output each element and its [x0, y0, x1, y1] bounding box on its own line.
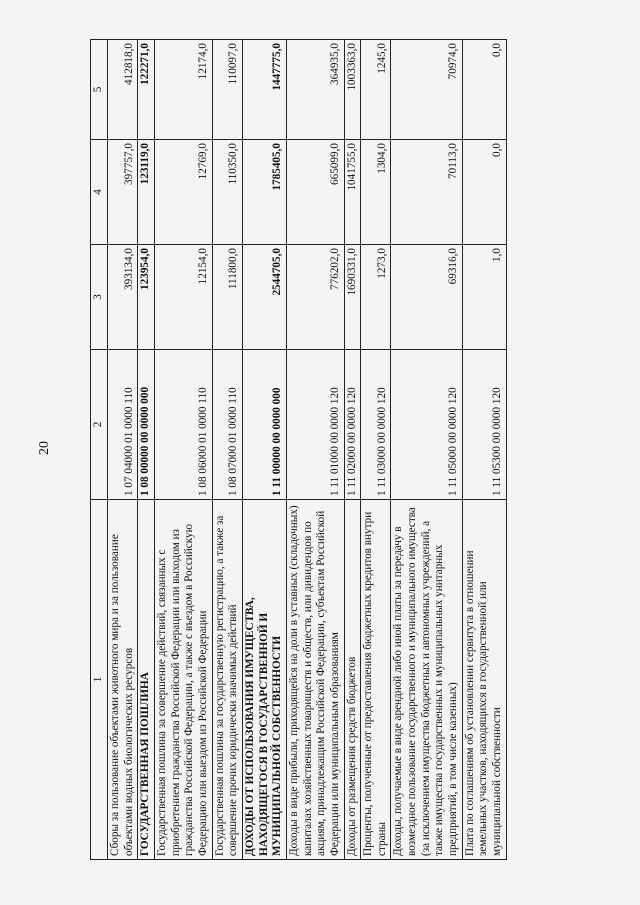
- row-value-col3: 1690331,0: [344, 245, 361, 350]
- row-value-col3: 1273,0: [361, 245, 391, 350]
- table-body: [108, 40, 507, 860]
- table-row: [108, 40, 138, 860]
- rotated-table-container: [90, 40, 590, 860]
- row-code-cell: 1 11 02000 00 0000 120: [344, 350, 361, 500]
- row-name-cell: Доходы в виде прибыли, приходящейся на доли в уставных (складочных) капиталах хозяйственных товариществ и обществ, или дивидендов по акциям, принадлежащим Российской Федерации, субъектам Российской Федерации или муниципальным образованиям: [286, 500, 344, 860]
- row-name-cell: Доходы, получаемые в виде арендной либо иной платы за передачу в возмездное пользование государственного и муниципального имущества (за исключением имущества бюджетных и автономных учреждений, а также имущества государственных и муниципальных унитарных предприятий, в том числе казенных): [391, 500, 462, 860]
- row-value-col5: 12174,0: [154, 40, 212, 140]
- row-value-col5: 0,0: [462, 40, 506, 140]
- row-value-col4: 397757,0: [108, 140, 138, 245]
- row-code-cell: 1 11 01000 00 0000 120: [286, 350, 344, 500]
- header-cell: 5: [91, 40, 108, 140]
- row-name-cell: Государственная пошлина за государственную регистрацию, а также за совершение прочих юридически значимых действий: [212, 500, 242, 860]
- row-value-col3: 123954,0: [138, 245, 155, 350]
- table-row: [212, 40, 242, 860]
- row-value-col5: 412818,0: [108, 40, 138, 140]
- header-cell: 4: [91, 140, 108, 245]
- row-value-col4: 1041755,0: [344, 140, 361, 245]
- row-value-col3: 776202,0: [286, 245, 344, 350]
- revenue-table: [90, 39, 507, 860]
- row-value-col4: 1304,0: [361, 140, 391, 245]
- table-row: [462, 40, 506, 860]
- header-cell: 3: [91, 245, 108, 350]
- row-name-cell: Государственная пошлина за совершение действий, связанных с приобретением гражданства Российской Федерации или выходом из гражданства Российской Федерации, а также с въездом в Российскую Федерацию или выездом из Российской Федерации: [154, 500, 212, 860]
- page-number: 20: [37, 441, 52, 455]
- table-row: [391, 40, 462, 860]
- row-code-cell: 1 11 03000 00 0000 120: [361, 350, 391, 500]
- row-value-col4: 70113,0: [391, 140, 462, 245]
- row-value-col4: 123119,0: [138, 140, 155, 245]
- row-value-col5: 1447775,0: [242, 40, 286, 140]
- row-value-col4: 12769,0: [154, 140, 212, 245]
- row-value-col5: 70974,0: [391, 40, 462, 140]
- row-value-col3: 111800,0: [212, 245, 242, 350]
- table-row: [361, 40, 391, 860]
- table-row: [138, 40, 155, 860]
- table-row: [344, 40, 361, 860]
- row-name-cell: Плата по соглашениям об установлении сервитута в отношении земельных участков, находящихся в государственной или муниципальной собственности: [462, 500, 506, 860]
- row-name-cell: ДОХОДЫ ОТ ИСПОЛЬЗОВАНИЯ ИМУЩЕСТВА, НАХОДЯЩЕГОСЯ В ГОСУДАРСТВЕННОЙ И МУНИЦИПАЛЬНОЙ СОБСТВЕННОСТИ: [242, 500, 286, 860]
- header-cell: 2: [91, 350, 108, 500]
- row-value-col5: 110097,0: [212, 40, 242, 140]
- row-value-col3: 2544705,0: [242, 245, 286, 350]
- table-row: [154, 40, 212, 860]
- table-header-row: [91, 40, 108, 860]
- row-value-col3: 393134,0: [108, 245, 138, 350]
- row-name-cell: Проценты, полученные от предоставления бюджетных кредитов внутри страны: [361, 500, 391, 860]
- row-value-col4: 1785405,0: [242, 140, 286, 245]
- table-row: [286, 40, 344, 860]
- header-cell: 1: [91, 500, 108, 860]
- row-value-col3: 69316,0: [391, 245, 462, 350]
- row-value-col5: 1245,0: [361, 40, 391, 140]
- row-code-cell: 1 11 00000 00 0000 000: [242, 350, 286, 500]
- table-row: [242, 40, 286, 860]
- row-code-cell: 1 08 07000 01 0000 110: [212, 350, 242, 500]
- row-name-cell: Доходы от размещения средств бюджетов: [344, 500, 361, 860]
- row-value-col4: 110350,0: [212, 140, 242, 245]
- row-code-cell: 1 07 04000 01 0000 110: [108, 350, 138, 500]
- row-code-cell: 1 08 00000 00 0000 000: [138, 350, 155, 500]
- row-name-cell: ГОСУДАРСТВЕННАЯ ПОШЛИНА: [138, 500, 155, 860]
- row-value-col5: 364935,0: [286, 40, 344, 140]
- row-code-cell: 1 11 05000 00 0000 120: [391, 350, 462, 500]
- row-code-cell: 1 08 06000 01 0000 110: [154, 350, 212, 500]
- row-value-col3: 12154,0: [154, 245, 212, 350]
- row-value-col5: 1003363,0: [344, 40, 361, 140]
- row-code-cell: 1 11 05300 00 0000 120: [462, 350, 506, 500]
- row-value-col5: 122271,0: [138, 40, 155, 140]
- row-value-col3: 1,0: [462, 245, 506, 350]
- row-value-col4: 665099,0: [286, 140, 344, 245]
- row-name-cell: Сборы за пользование объектами животного мира и за пользование объектами водных биологических ресурсов: [108, 500, 138, 860]
- row-value-col4: 0,0: [462, 140, 506, 245]
